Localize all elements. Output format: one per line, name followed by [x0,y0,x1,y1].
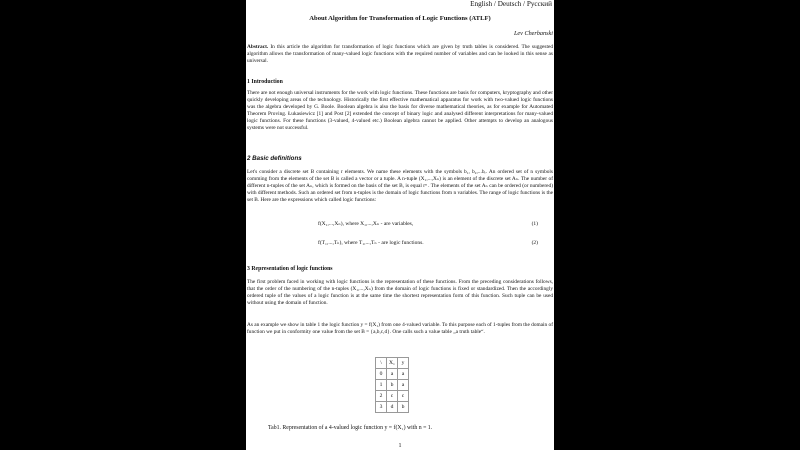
section-3-text-1: The first problem faced in working with logic functions is the representation of these functions. From the preceding considerations follows, that the order of the numbering of the n-tuples (X₁,...,Xₙ) from the domain of logic functions is fixed or standardized. Then the accordingly ordered tuple of the values of a logic function is at the same time the shortest representation form of this function. Such tuple can be used without using the domain of function. [247,279,553,307]
document-page [246,0,554,450]
truth-table-header-cell: y [398,358,409,369]
lang-deutsch-link[interactable]: Deutsch [497,0,522,8]
section-1-text: There are not enough universal instruments for the work with logic functions. These functions are basis for computers, kryptography and other quickly developing areas of the technology. Historically the first effective mathematical apparatus for work with two-valued logic functions was the algebra developed by G. Boole. Boolean algebra is also the basis for diverse mathematical theories, as for example for Automated Theorem Proving. Łukasiewicz [1] and Post [2] extended the concept of binary logic and analysed different interpretations for many-valued logic functions. For these functions (3-valued, 4-valued etc.) Boolean algebra cannot be applied. Other attempts to develop an analogous systems were not successful. [247,90,553,132]
formula-1-number: (1) [531,221,538,227]
truth-table-cell: b [387,380,398,391]
table-caption: Tab1. Representation of a 4-valued logic function y = f(X₁) with n = 1. [268,425,433,431]
paper-title: About Algorithm for Transformation of Logic Functions (ATLF) [309,15,491,22]
truth-table-cell: d [387,402,398,413]
truth-table-header-cell: X₁ [387,358,398,369]
abstract-text: In this article the algorithm for transformation of logic functions which are given by truth tables is considered. The suggested algorithm allows the transformation of many-valued logic functions with the required number of variables and can be looked in this sense as universal. [247,44,553,65]
truth-table-row [376,380,409,391]
formula-2 [318,240,548,246]
formula-1 [318,221,548,227]
truth-table-cell: 0 [376,369,387,380]
section-3-heading: 3 Representation of logic functions [247,266,333,272]
truth-table-cell: 3 [376,402,387,413]
truth-table-row [376,391,409,402]
section-2-heading: 2 Basic definitions [247,155,302,162]
paper-author: Lev Cherbanski [513,30,553,37]
truth-table-cell: 1 [376,380,387,391]
truth-table-row [376,369,409,380]
section-2-text: Let's consider a discrete set B containing r elements. We name these elements with the symbols b₁, b₂,...bᵣ. An ordered set of n symbols comming from the elements of the set B is called a vector or a tuple. A n-tuple (X₁,...,Xₙ) is an element of the discrete set Aₙ. The number of different n-tuples of the set Aₙ, which is formed on the basis of the set B, is equal rⁿ . The elements of the set Aₙ can be ordered (or numbered) with different methods. Such an ordered set from n-tuples is the domain of logic functions from n variables. The range of logic functions is the set B. Here are the expressions which called logic functions: [247,169,553,204]
truth-table-row [376,402,409,413]
lang-separator: / [492,0,498,8]
truth-table [375,357,409,413]
lang-separator: / [521,0,527,8]
language-switcher [470,0,552,9]
truth-table-cell: 2 [376,391,387,402]
abstract [247,44,553,65]
truth-table-header-row [376,358,409,369]
truth-table-cell: b [398,402,409,413]
formula-2-expression: f(T₁,...,Tₙ), where T₁,...,Tₙ - are logic functions. [318,240,424,246]
truth-table-cell: a [398,369,409,380]
formula-1-expression: f(X₁,...,Xₙ), where X₁,...,Xₙ - are variables, [318,221,414,227]
page-number: 1 [398,443,402,449]
formula-2-number: (2) [531,240,538,246]
truth-table-cell: c [398,391,409,402]
truth-table-header-cell: \ [376,358,387,369]
section-3-text-2: As an example we show in table 1 the logic function y = f(X₁) from one 4-valued variable. To this purpose each of 1-tuples from the domain of function we put in conformity one value from the set B = {a,b,c,d}. One calls such a value table „a truth table“. [247,322,553,336]
lang-english-link[interactable]: English [470,0,493,8]
section-1-heading: 1 Introduction [247,79,283,85]
lang-russian-link[interactable]: Русский [526,0,552,8]
truth-table-cell: c [387,391,398,402]
truth-table-cell: a [387,369,398,380]
truth-table-cell: a [398,380,409,391]
abstract-label: Abstract. [247,44,269,50]
